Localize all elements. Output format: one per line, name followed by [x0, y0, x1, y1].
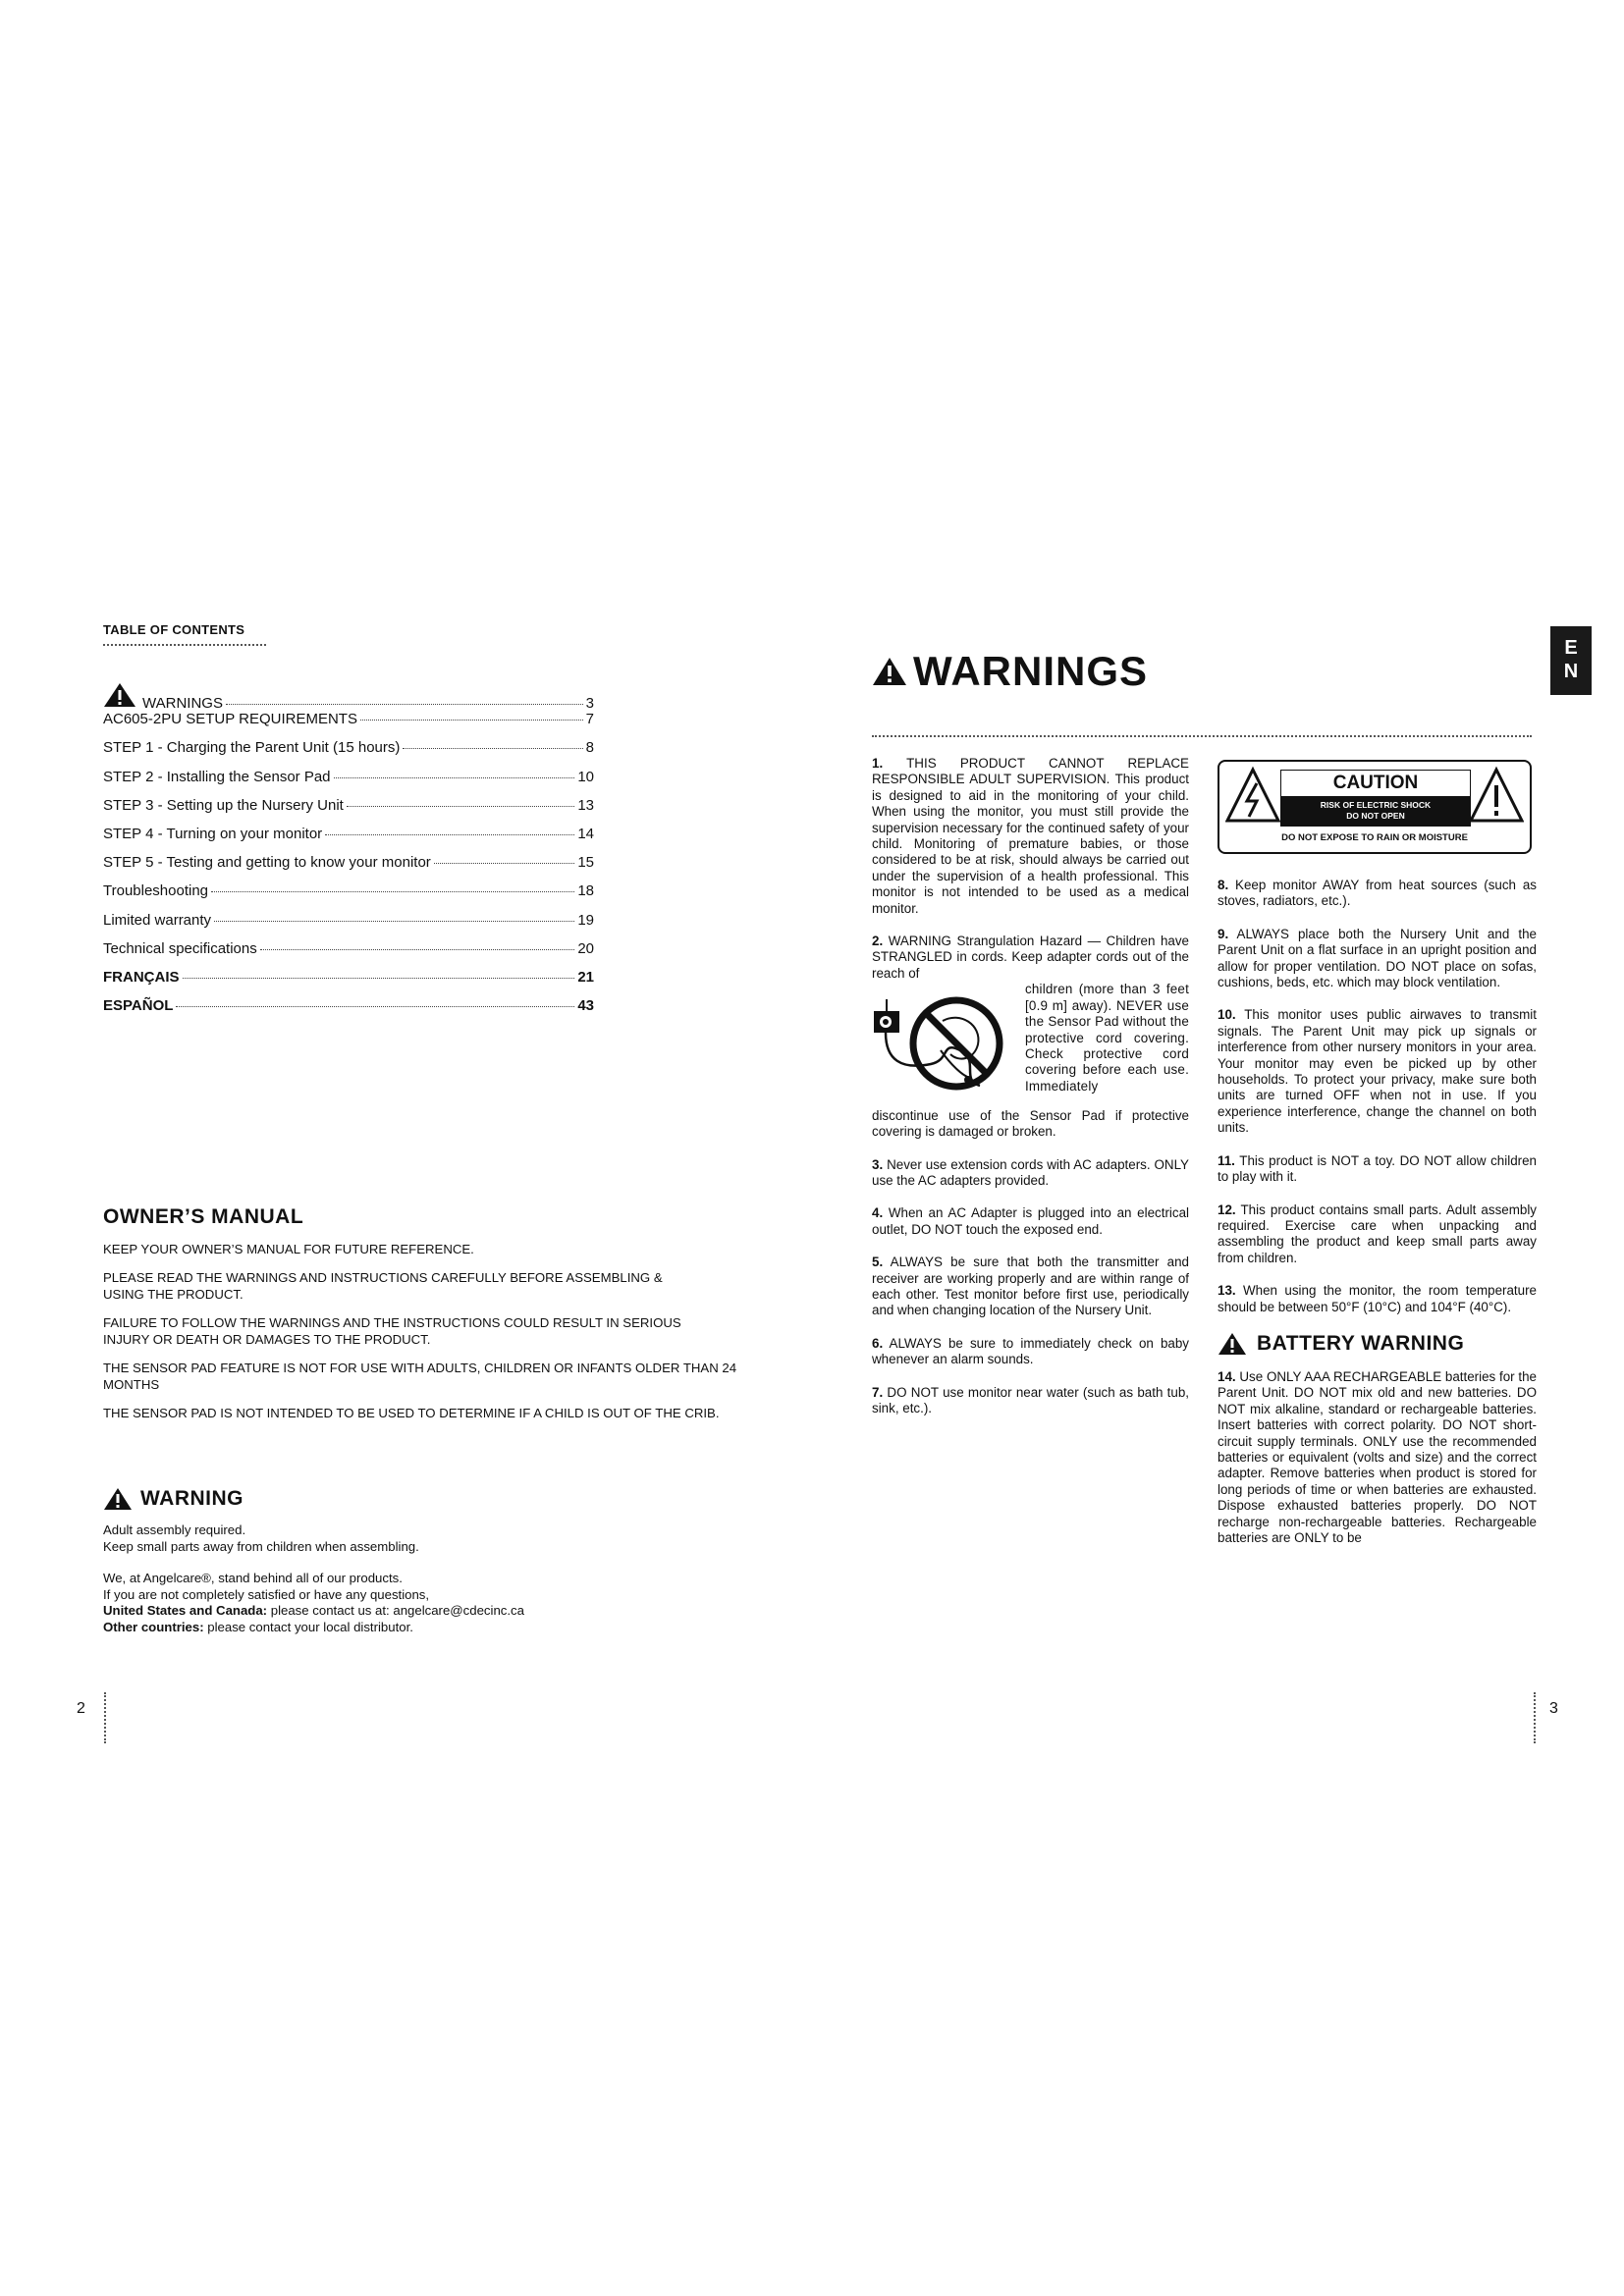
- toc-row[interactable]: [103, 826, 594, 854]
- item-number: 4.: [872, 1205, 884, 1221]
- exclamation-icon: [1469, 766, 1524, 829]
- warning-item-3: [872, 1157, 1189, 1190]
- warning-item-9: [1218, 927, 1537, 991]
- warning-item-14: [1218, 1369, 1537, 1546]
- warnings-underline: [872, 735, 1532, 737]
- lang-letter: E: [1564, 637, 1578, 659]
- toc-title: TABLE OF CONTENTS: [103, 622, 245, 637]
- contact-text: please contact your local distributor.: [203, 1619, 413, 1634]
- warning-item-6: [872, 1336, 1189, 1368]
- page-number-left: 2: [77, 1700, 85, 1717]
- toc-label: Troubleshooting: [103, 882, 209, 900]
- warning-item-4: [872, 1205, 1189, 1238]
- electric-shock-icon: [1225, 766, 1280, 829]
- contact-other: [103, 1620, 741, 1636]
- toc-leader: [434, 863, 575, 864]
- item-text: Keep monitor AWAY from heat sources (such as stoves, radiators, etc.).: [1218, 878, 1537, 909]
- assembly-warning-heading: [103, 1487, 741, 1511]
- toc-page: 7: [585, 711, 594, 728]
- toc-page: 8: [585, 739, 594, 757]
- item-number: 9.: [1218, 926, 1229, 941]
- assembly-warning-title: WARNING: [140, 1486, 244, 1510]
- toc-label: STEP 4 - Turning on your monitor: [103, 825, 323, 842]
- warning-item-8: [1218, 878, 1537, 910]
- toc-page: 19: [577, 911, 594, 929]
- warnings-column-right: [1218, 878, 1537, 1563]
- toc-label: ESPAÑOL: [103, 997, 174, 1015]
- item-text: Never use extension cords with AC adapters. ONLY use the AC adapters provided.: [872, 1156, 1189, 1188]
- lang-letter: N: [1563, 661, 1579, 682]
- owners-paragraph: THE SENSOR PAD FEATURE IS NOT FOR USE WITH ADULTS, CHILDREN OR INFANTS OLDER THAN 24 MONTHS: [103, 1361, 737, 1392]
- battery-warning-title: BATTERY WARNING: [1257, 1331, 1465, 1355]
- strangulation-block: [872, 982, 1189, 1107]
- toc-label: STEP 1 - Charging the Parent Unit (15 hours): [103, 739, 401, 757]
- contact-text: please contact us at: angelcare@cdecinc.ca: [267, 1603, 524, 1618]
- item-number: 8.: [1218, 878, 1229, 892]
- toc-leader: [211, 891, 574, 892]
- item-text: When using the monitor, the room temperature should be between 50°F (10°C) and 104°F (40°C).: [1218, 1283, 1537, 1314]
- warning-triangle-icon: [1218, 1332, 1247, 1356]
- item-number: 2.: [872, 934, 884, 949]
- warnings-title: WARNINGS: [913, 648, 1148, 694]
- item-text: DO NOT use monitor near water (such as bath tub, sink, etc.).: [872, 1384, 1189, 1415]
- item-number: 14.: [1218, 1368, 1236, 1384]
- caution-sub: RISK OF ELECTRIC SHOCK: [1320, 800, 1432, 810]
- toc-row[interactable]: [103, 711, 594, 739]
- warning-line: Adult assembly required.: [103, 1522, 246, 1537]
- toc-page: 15: [577, 854, 594, 872]
- toc-page: 20: [577, 939, 594, 957]
- warning-line: We, at Angelcare®, stand behind all of our products.: [103, 1571, 403, 1585]
- owners-paragraph: FAILURE TO FOLLOW THE WARNINGS AND THE INSTRUCTIONS COULD RESULT IN SERIOUS INJURY OR DEATH OR DAMAGES TO THE PRODUCT.: [103, 1315, 681, 1347]
- contact-us-canada: [103, 1603, 741, 1620]
- toc-row[interactable]: [103, 854, 594, 882]
- warning-item-5: [872, 1255, 1189, 1319]
- warning-triangle-icon: [103, 682, 136, 712]
- warning-line: If you are not completely satisfied or have any questions,: [103, 1586, 430, 1602]
- caution-label: [1218, 760, 1532, 854]
- owners-manual-section: [103, 1205, 741, 1433]
- warning-triangle-icon: [103, 1487, 133, 1511]
- toc-label: STEP 5 - Testing and getting to know your monitor: [103, 854, 431, 872]
- toc-leader: [347, 806, 574, 807]
- toc-leader: [226, 704, 583, 705]
- no-child-cord-icon: [872, 982, 1019, 1107]
- item-number: 1.: [872, 756, 884, 771]
- toc-row[interactable]: [103, 797, 594, 826]
- table-of-contents: [103, 682, 594, 1026]
- toc-page: 3: [585, 695, 594, 712]
- toc-leader: [176, 1006, 574, 1007]
- toc-row[interactable]: [103, 882, 594, 911]
- toc-leader: [260, 949, 575, 950]
- item-text: THIS PRODUCT CANNOT REPLACE RESPONSIBLE ADULT SUPERVISION. This product is designed to aid in the monitoring of your child. When using the monitor, you must still provide the supervision necessary for the continued safety of your child. Monitoring of premature babies, or those considered to be at risk, should always be carried out under the supervision of a health professional. This monitor is not intended to be used as a medical monitor.: [872, 756, 1189, 916]
- toc-label: AC605-2PU SETUP REQUIREMENTS: [103, 711, 357, 728]
- owners-paragraph: THE SENSOR PAD IS NOT INTENDED TO BE USED TO DETERMINE IF A CHILD IS OUT OF THE CRIB.: [103, 1406, 720, 1420]
- item-text: ALWAYS be sure that both the transmitter and receiver are working properly and are within range of each other. Test monitor before first use, periodically and when changing location of the Nursery Unit.: [872, 1255, 1189, 1318]
- language-tab-en: [1550, 626, 1592, 695]
- toc-title-underline: [103, 644, 266, 646]
- page-number-right: 3: [1549, 1700, 1558, 1717]
- toc-row[interactable]: [103, 940, 594, 969]
- warning-item-7: [872, 1385, 1189, 1417]
- warning-item-11: [1218, 1153, 1537, 1186]
- contact-label: Other countries:: [103, 1619, 204, 1634]
- warning-item-13: [1218, 1283, 1537, 1315]
- toc-label: Limited warranty: [103, 911, 212, 929]
- item-number: 3.: [872, 1156, 884, 1172]
- item-number: 10.: [1218, 1007, 1236, 1023]
- toc-row[interactable]: [103, 769, 594, 797]
- caution-panel: [1280, 770, 1471, 827]
- page-divider-right: [1534, 1692, 1536, 1743]
- toc-leader: [183, 978, 575, 979]
- item-text: ALWAYS be sure to immediately check on baby whenever an alarm sounds.: [872, 1335, 1189, 1367]
- assembly-warning-section: [103, 1487, 741, 1635]
- warning-item-2: [872, 934, 1189, 982]
- caution-title: CAUTION: [1332, 773, 1419, 793]
- item-number: 11.: [1218, 1152, 1235, 1168]
- page-divider-left: [104, 1692, 106, 1743]
- toc-leader: [214, 921, 574, 922]
- toc-label: FRANÇAIS: [103, 968, 180, 986]
- warning-item-10: [1218, 1007, 1537, 1136]
- caution-footer: DO NOT EXPOSE TO RAIN OR MOISTURE: [1281, 832, 1468, 843]
- item-text: This product is NOT a toy. DO NOT allow children to play with it.: [1218, 1152, 1537, 1185]
- battery-warning-heading: [1218, 1332, 1537, 1356]
- item-text: This monitor uses public airwaves to transmit signals. The Parent Unit may pick up signals or interference from other nursery monitors in your area. Your monitor may even be picked up by other households. To protect your privacy, make sure both units are turned OFF when not in use. If you experience interference, change the channel on both units.: [1218, 1007, 1537, 1136]
- toc-leader: [360, 720, 583, 721]
- item-number: 7.: [872, 1384, 884, 1400]
- toc-leader: [325, 834, 574, 835]
- item-text: children (more than 3 feet [0.9 m] away). NEVER use the Sensor Pad without the protective cord covering. Check protective cord covering before each use. Immediately: [1025, 982, 1189, 1094]
- item-text: Use ONLY AAA RECHARGEABLE batteries for the Parent Unit. DO NOT mix old and new batteries. DO NOT mix alkaline, standard or rechargeable batteries. Insert batteries with correct polarity. DO NOT short-circuit supply terminals. ONLY use the recommended batteries or equivalent (volts and size) and the correct adapter. Remove batteries when product is stored for long periods of time or when batteries are exhausted. Dispose exhausted batteries properly. DO NOT recharge non-rechargeable batteries. Rechargeable batteries are ONLY to be: [1218, 1368, 1537, 1545]
- toc-row-francais[interactable]: [103, 969, 594, 997]
- warnings-column-left: [872, 756, 1189, 1433]
- owners-manual-title: OWNER’S MANUAL: [103, 1205, 304, 1228]
- warning-line: Keep small parts away from children when assembling.: [103, 1538, 419, 1554]
- item-text: When an AC Adapter is plugged into an electrical outlet, DO NOT touch the exposed end.: [872, 1205, 1189, 1237]
- toc-page: 21: [577, 968, 594, 986]
- toc-page: 14: [577, 825, 594, 842]
- toc-label: STEP 3 - Setting up the Nursery Unit: [103, 796, 344, 814]
- toc-label: WARNINGS: [142, 695, 223, 712]
- owners-paragraph: PLEASE READ THE WARNINGS AND INSTRUCTIONS CAREFULLY BEFORE ASSEMBLING & USING THE PRODUCT.: [103, 1270, 663, 1302]
- toc-leader: [334, 777, 575, 778]
- toc-page: 18: [577, 882, 594, 900]
- toc-row-warnings[interactable]: [103, 682, 594, 711]
- item-text: ALWAYS place both the Nursery Unit and the Parent Unit on a flat surface in an upright position and allow for proper ventilation. DO NOT place on sofas, cushions, beds, etc. which may block ventilation.: [1218, 926, 1537, 990]
- toc-page: 10: [577, 768, 594, 785]
- item-text: WARNING Strangulation Hazard — Children have STRANGLED in cords. Keep adapter cords out of the reach of: [872, 934, 1189, 981]
- warning-item-2-cont: discontinue use of the Sensor Pad if protective covering is damaged or broken.: [872, 1107, 1189, 1140]
- owners-paragraph: KEEP YOUR OWNER’S MANUAL FOR FUTURE REFERENCE.: [103, 1242, 474, 1256]
- toc-row-espanol[interactable]: [103, 997, 594, 1026]
- item-number: 6.: [872, 1335, 884, 1351]
- item-number: 12.: [1218, 1201, 1236, 1217]
- warning-item-1: [872, 756, 1189, 917]
- toc-label: STEP 2 - Installing the Sensor Pad: [103, 768, 331, 785]
- contact-label: United States and Canada:: [103, 1603, 268, 1618]
- item-number: 13.: [1218, 1283, 1236, 1299]
- toc-row[interactable]: [103, 739, 594, 768]
- item-number: 5.: [872, 1255, 884, 1270]
- toc-label: Technical specifications: [103, 939, 257, 957]
- item-text: This product contains small parts. Adult assembly required. Exercise care when unpacking and assembling the product and keep small parts away from children.: [1218, 1201, 1537, 1265]
- warning-triangle-icon: [872, 657, 907, 686]
- caution-subpanel: [1281, 796, 1470, 826]
- warnings-heading: [872, 648, 1148, 695]
- toc-row[interactable]: [103, 912, 594, 940]
- toc-page: 43: [577, 997, 594, 1015]
- toc-page: 13: [577, 796, 594, 814]
- toc-leader: [403, 748, 582, 749]
- warning-item-12: [1218, 1202, 1537, 1267]
- caution-sub: DO NOT OPEN: [1346, 811, 1405, 821]
